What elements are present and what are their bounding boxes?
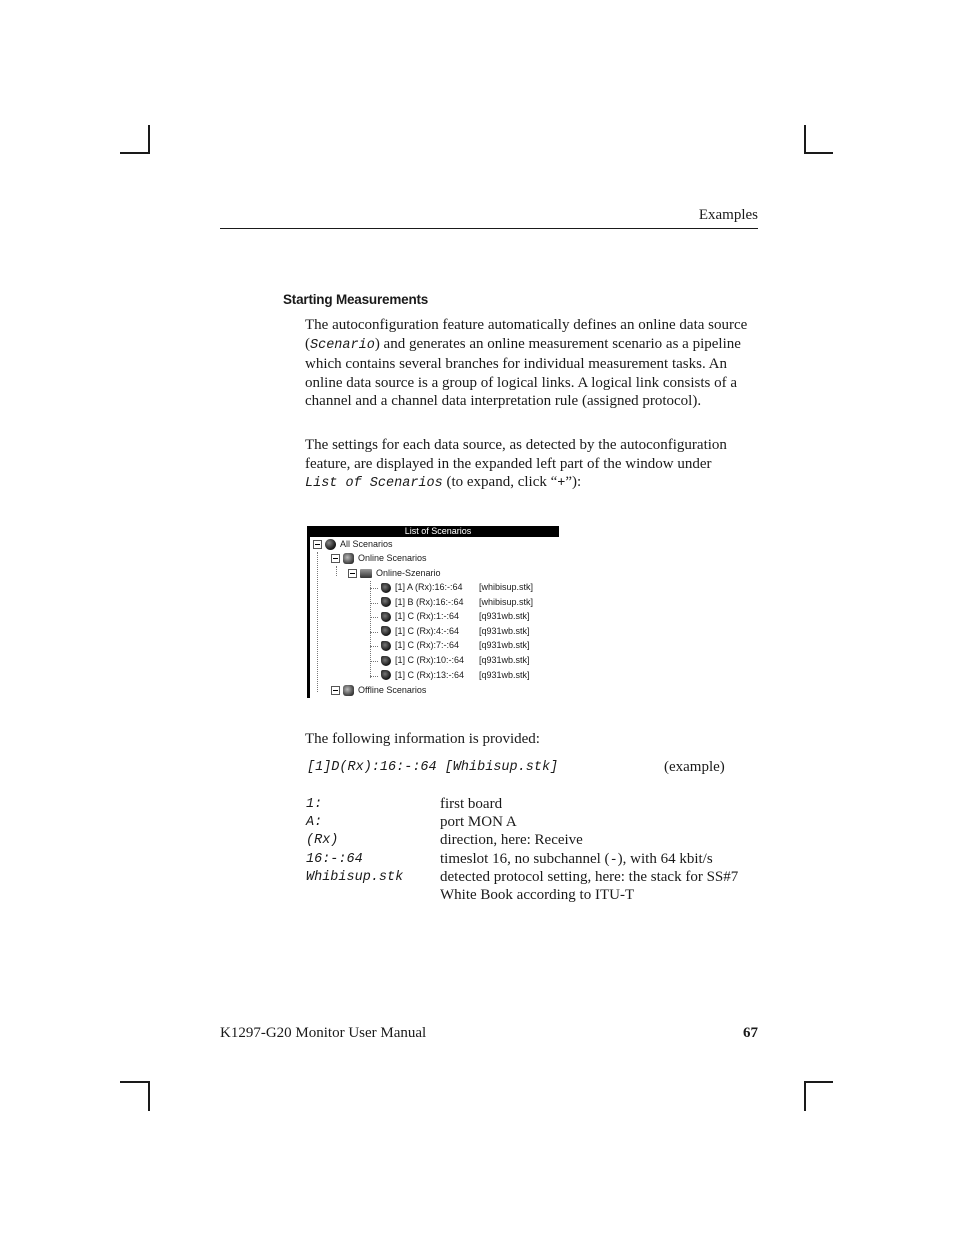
paragraph-text: ”): [565,474,582,490]
link-icon [381,656,391,666]
link-stack: [whibisup.stk] [479,582,534,592]
tree-item-label: All Scenarios [340,539,393,549]
scenario-tree-screenshot [307,526,559,698]
crop-mark [804,1081,806,1111]
tree-item-link[interactable] [381,655,530,666]
section-heading: Starting Measurements [283,292,429,307]
tree-item-offline-scenarios[interactable] [331,685,426,696]
crop-mark [120,1081,150,1083]
link-label: [1] C (Rx):7:-:64 [395,640,460,651]
header-rule [220,228,758,229]
tree-guide [370,581,371,678]
tree-item-link[interactable] [381,597,533,608]
paragraph-text: ) and generates an online measurement scenario as a pipeline which contains several branches for individual measurement tasks. An online data source is a group of logical links. A logical link consists of a channel and a channel data interpretation rule (assigned protocol). [305,335,741,409]
computer-icon [360,569,372,578]
info-description [440,831,760,849]
tree-guide [370,588,378,589]
info-term: Whibisup.stk [306,870,404,885]
description-text: detected protocol setting, here: the stack for SS#7 [440,869,739,885]
collapse-icon[interactable] [348,569,357,578]
inline-code: Scenario [310,337,375,353]
paragraph-text: The autoconfiguration feature automatically defines an online data source ( [305,317,748,352]
link-icon [381,612,391,622]
tree-guide [336,566,337,576]
crop-mark [804,125,806,154]
tree-guide [370,676,378,677]
link-label: [1] A (Rx):16:-:64 [395,582,463,592]
tree-guide [370,646,378,647]
crop-mark [804,152,833,154]
running-header: Examples [698,207,758,223]
crop-mark [148,125,150,154]
footer-manual-title: K1297-G20 Monitor User Manual [220,1025,427,1041]
description-text: timeslot 16, no subchannel ( [440,851,610,867]
collapse-icon[interactable] [331,686,340,695]
tree-item-link[interactable] [381,611,530,622]
example-label: (example) [664,759,725,775]
info-term: (Rx) [306,833,339,848]
tree-item-link[interactable] [381,670,530,681]
link-stack: [q931wb.stk] [479,625,530,636]
tree-border [307,537,310,698]
scenario-icon [343,685,354,696]
link-stack: [q931wb.stk] [479,640,530,651]
description-text: direction, here: Receive [440,832,583,848]
link-stack: [q931wb.stk] [479,611,530,622]
link-icon [381,670,391,680]
tree-guide [317,552,318,692]
link-stack: [whibisup.stk] [479,596,534,607]
tree-guide [370,661,378,662]
paragraph-2 [305,436,760,494]
tree-item-label: Online Scenarios [358,553,427,563]
tree-item-label: Offline Scenarios [358,685,427,695]
tree-guide [370,617,378,618]
info-term: 1: [306,797,323,812]
link-label: [1] C (Rx):1:-:64 [395,611,460,622]
link-label: [1] C (Rx):4:-:64 [395,625,460,636]
info-description [440,813,760,831]
tree-item-all-scenarios[interactable] [313,539,393,550]
description-text: port MON A [440,814,517,830]
crop-mark [804,1081,833,1083]
info-intro: The following information is provided: [305,731,540,747]
page-number: 67 [743,1025,758,1041]
info-term: 16:-:64 [306,852,363,867]
link-label: [1] C (Rx):13:-:64 [395,669,465,680]
tree-item-online-scenarios[interactable] [331,553,427,564]
inline-code: - [609,853,618,868]
paragraph-text: The settings for each data source, as detected by the autoconfiguration feature, are displayed in the expanded left part of the window under [305,437,727,472]
info-term: A: [306,815,323,830]
link-label: [1] B (Rx):16:-:64 [395,596,464,607]
link-stack: [q931wb.stk] [479,655,530,665]
link-icon [381,641,391,651]
tree-guide [370,632,378,633]
link-icon [381,597,391,607]
crop-mark [120,152,150,154]
crop-mark [148,1081,150,1111]
collapse-icon[interactable] [331,554,340,563]
inline-code: List of Scenarios [305,476,443,491]
link-icon [381,583,391,593]
link-icon [381,626,391,636]
example-code: [1]D(Rx):16:-:64 [Whibisup.stk] [307,760,559,775]
tree-item-link[interactable] [381,626,530,637]
tree-item-label: Online-Szenario [376,568,441,578]
description-text: ), with 64 kbit/s [617,851,713,867]
globe-icon [325,539,336,550]
tree-item-link[interactable] [381,640,530,651]
info-description [440,868,760,904]
link-label: [1] C (Rx):10:-:64 [395,655,465,665]
tree-guide [370,603,378,604]
tree-title-bar: List of Scenarios [307,526,559,537]
paragraph-1 [305,316,760,411]
collapse-icon[interactable] [313,540,322,549]
info-description [440,850,760,870]
link-stack: [q931wb.stk] [479,669,530,680]
tree-item-link[interactable] [381,582,533,593]
paragraph-text: (to expand, click “ [442,474,558,490]
info-description [440,795,760,813]
tree-item-online-szenario[interactable] [348,568,441,579]
scenario-icon [343,553,354,564]
description-text: White Book according to ITU-T [440,887,635,903]
description-text: first board [440,796,503,812]
inline-code: + [557,476,566,491]
